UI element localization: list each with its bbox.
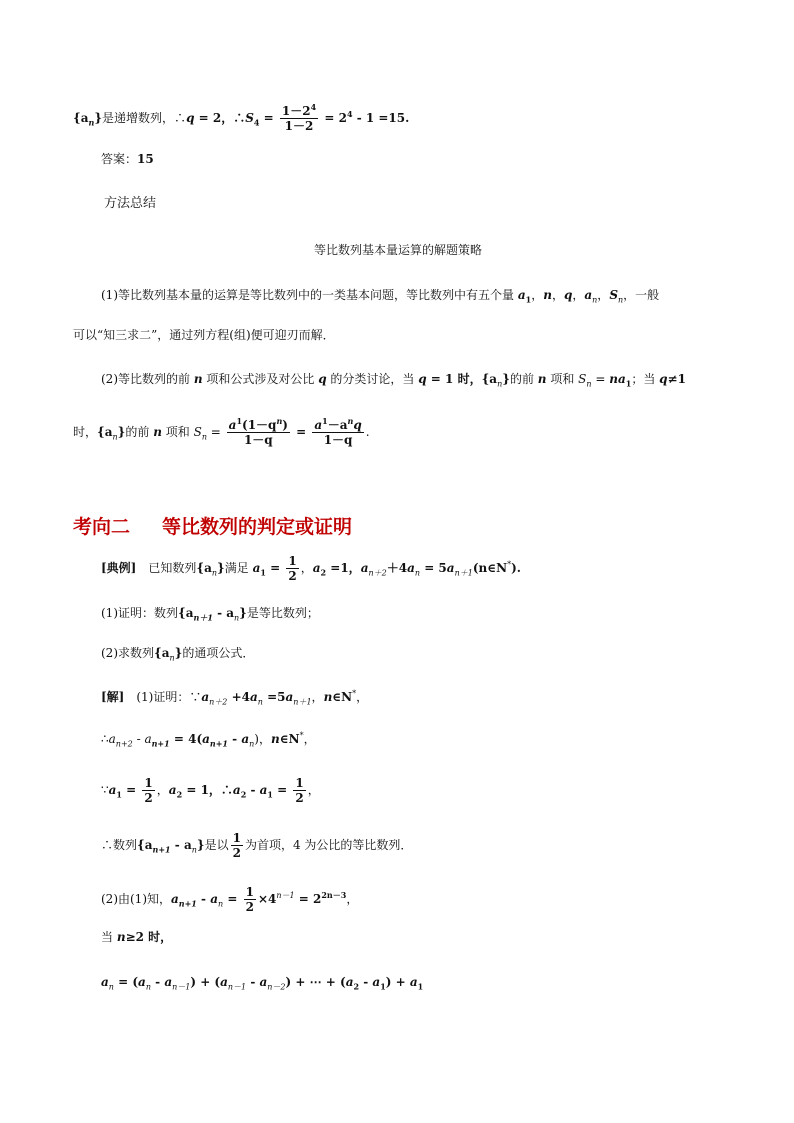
fraction-half: $\frac{1}{2}$ (245, 885, 254, 914)
section-heading: 考向二 等比数列的判定或证明 (73, 516, 353, 538)
answer-line: 答案：15 (101, 152, 154, 166)
fraction-sum: $\frac{1-2^4}{1-2}$ (281, 102, 317, 133)
fraction-half: $\frac{1}{2}$ (232, 831, 241, 860)
strategy-title: 等比数列基本量运算的解题策略 (314, 243, 483, 257)
solution-line-sum: $\{a_n\}$是递增数列，∴q = 2，$\therefore S_4$ = $\frac{1-2^4}{1-2}$ = $2^4 - 1 =15$. (73, 102, 410, 133)
fraction-half: $\frac{1}{2}$ (295, 776, 304, 805)
strategy-paragraph-2: (2)等比数列的前 n 项和公式涉及对公比 q 的分类讨论，当 q = 1 时，$\{a_n\}$的前 n 项和 $S_n = na_1$；当 q≠1 (101, 372, 686, 389)
method-summary-title: 方法总结 (104, 196, 157, 211)
solution-step-5: (2)由(1)知，$a_{n+1} - a_n$ = $\frac{1}{2}$ $\times 4^{n-1} = 2^{2n-3}$， (101, 885, 359, 914)
solution-step-7: $a_n = (a_n - a_{n-1}) + (a_{n-1} - a_{n-2})$ + ⋯ + $(a_2 - a_1) + a_1$ (101, 975, 424, 992)
example-statement: [典例] 已知数列$\{a_n\}$满足 $a_1$ = $\frac{1}{2}$ ，$a_2 =1$，$a_{n+2}+4a_n$ = $5a_{n+1}(n\in N^*)$. (101, 554, 521, 583)
solution-step-6: 当 n≥2 时， (101, 930, 173, 944)
solution-step-4: ∴数列$\{a_{n+1} - a_n\}$是以 $\frac{1}{2}$ 为首项，4 为公比的等比数列． (101, 831, 413, 860)
question-1: (1)证明：数列$\{a_{n+1} - a_n\}$是等比数列； (101, 606, 319, 623)
fraction-sn-1: $\frac{a^1(1-q^n)}{1-q}$ (228, 416, 288, 447)
fraction-half: $\frac{1}{2}$ (144, 776, 153, 805)
fraction-sn-2: $\frac{a^1-a^nq}{1-q}$ (314, 416, 362, 447)
strategy-paragraph-1-cont: 可以“知三求二”，通过列方程(组)便可迎刃而解． (73, 328, 335, 342)
question-2: (2)求数列$\{a_n\}$的通项公式． (101, 646, 255, 663)
strategy-paragraph-2-cont: 时，$\{a_n\}$的前 n 项和 $S_n$ = $\frac{a^1(1-q^n)}{1-q}$ = $\frac{a^1-a^nq}{1-q}$ . (73, 416, 370, 447)
solution-step-2: $\therefore a_{n+2} - a_{n+1} = 4(a_{n+1} - a_n)$，n∈N*， (101, 731, 316, 749)
solution-step-1: [解] (1)证明：$\because a_{n+2} +4a_n =5a_{n+1}$，n∈N*， (101, 689, 369, 707)
solution-step-3: $\because a_1$ = $\frac{1}{2}$ ，$a_2 = 1$，$\therefore a_2 - a_1$ = $\frac{1}{2}$ ， (101, 776, 320, 805)
strategy-paragraph-1: (1)等比数列基本量的运算是等比数列中的一类基本问题，等比数列中有五个量 $a_1$，n，q，$a_n$，$S_n$，一般 (101, 288, 660, 305)
fraction-half: $\frac{1}{2}$ (288, 554, 297, 583)
